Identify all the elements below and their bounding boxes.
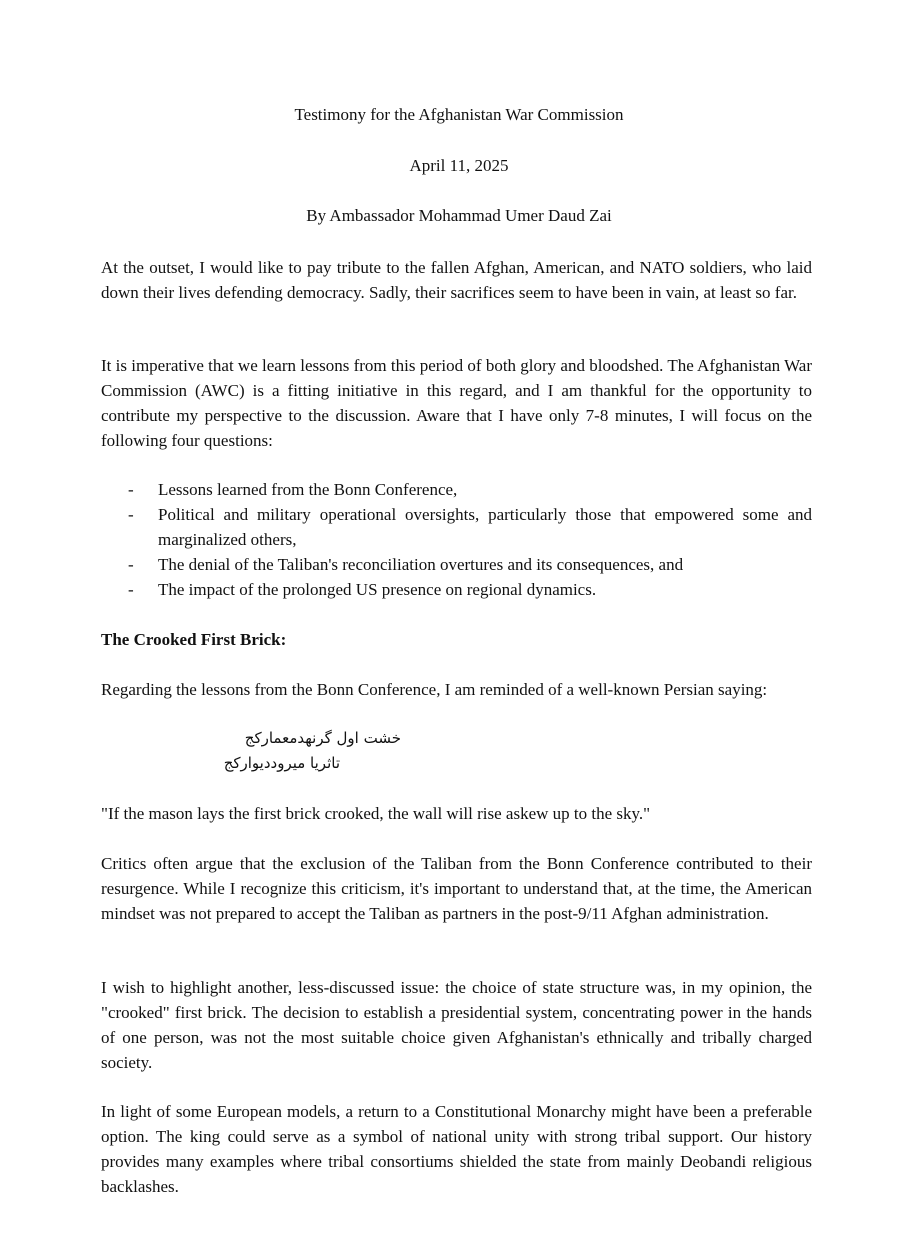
paragraph-state-structure: I wish to highlight another, less-discussed issue: the choice of state structure was, in my opinion, the "crooked" first brick. The decision to establish a presidential system, concentrating power in the hands of one person, was not the most suitable choice given Afghanistan's ethnically and tribally charged society. xyxy=(101,978,812,1072)
section-heading: The Crooked First Brick: xyxy=(101,630,287,649)
list-item-text: The denial of the Taliban's reconciliation overtures and its consequences, and xyxy=(158,555,684,574)
list-item-text: Political and military operational oversights, particularly those that empowered some and marginalized others, xyxy=(158,505,812,549)
persian-saying-line-2: تاثریا میرودديوارکج xyxy=(223,754,340,772)
document-byline: By Ambassador Mohammad Umer Daud Zai xyxy=(306,206,612,225)
bullet-dash: - xyxy=(128,480,134,499)
list-item xyxy=(101,502,812,552)
bullet-dash: - xyxy=(128,555,134,574)
list-item xyxy=(101,577,812,602)
paragraph-purpose: It is imperative that we learn lessons from this period of both glory and bloodshed. The Afghanistan War Commission (AWC) is a fitting initiative in this regard, and I am thankful for the opportunity to contribute my perspective to the discussion. Aware that I have only 7-8 minutes, I will focus on the following four questions: xyxy=(101,356,812,450)
question-list xyxy=(101,477,812,602)
list-item-text: The impact of the prolonged US presence on regional dynamics. xyxy=(158,580,597,599)
translated-quote: "If the mason lays the first brick crooked, the wall will rise askew up to the sky." xyxy=(101,804,651,823)
bullet-dash: - xyxy=(128,505,134,524)
document-title: Testimony for the Afghanistan War Commission xyxy=(294,105,624,124)
paragraph-critics: Critics often argue that the exclusion of the Taliban from the Bonn Conference contributed to their resurgence. While I recognize this criticism, it's important to understand that, at the time, the American mindset was not prepared to accept the Taliban as partners in the post-9/11 Afghan administration. xyxy=(101,854,812,923)
persian-saying-line-1: خشت اول گرنهدمعمارکج xyxy=(244,729,401,747)
paragraph-monarchy: In light of some European models, a return to a Constitutional Monarchy might have been a preferable option. The king could serve as a symbol of national unity with strong tribal support. Our history provides many examples where tribal consortiums shielded the state from mainly Deobandi religious backlashes. xyxy=(101,1102,812,1196)
list-item xyxy=(101,477,812,502)
document-date: April 11, 2025 xyxy=(409,156,509,175)
paragraph-intro: Regarding the lessons from the Bonn Conference, I am reminded of a well-known Persian saying: xyxy=(101,680,768,699)
list-item xyxy=(101,552,812,577)
paragraph-tribute: At the outset, I would like to pay tribute to the fallen Afghan, American, and NATO soldiers, who laid down their lives defending democracy. Sadly, their sacrifices seem to have been in vain, at least so far. xyxy=(101,258,812,302)
list-item-text: Lessons learned from the Bonn Conference, xyxy=(158,480,458,499)
bullet-dash: - xyxy=(128,580,134,599)
